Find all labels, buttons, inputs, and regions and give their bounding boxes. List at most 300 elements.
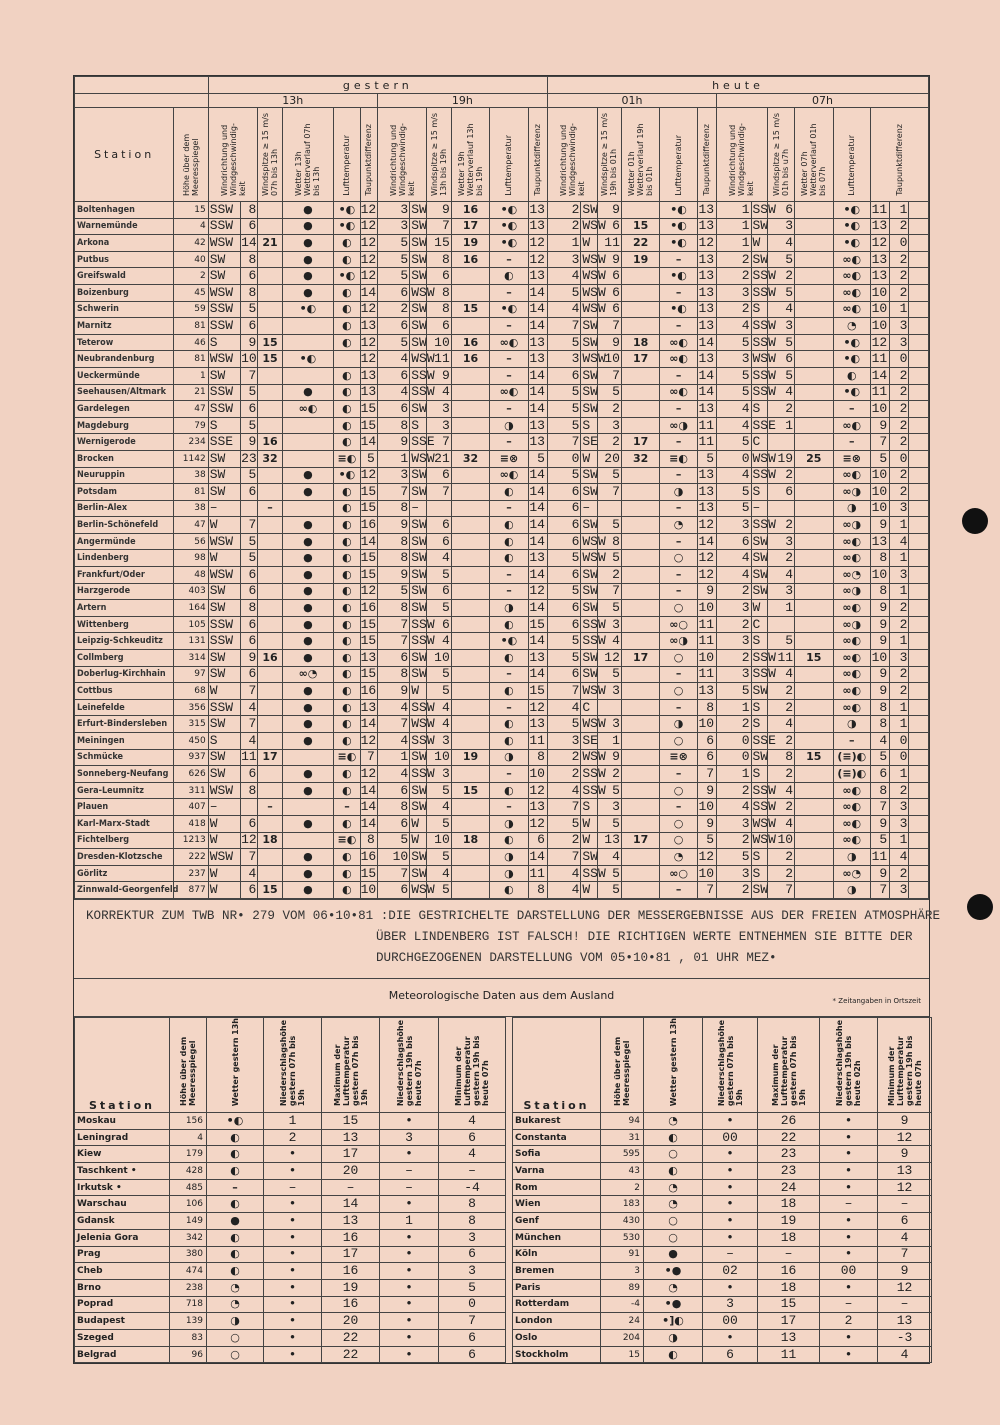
cell-21 (795, 733, 833, 750)
cell-16: ∞◑ (660, 633, 697, 650)
cell-19: SSW (752, 268, 776, 284)
cell-10: ◑ (490, 749, 528, 766)
cell-20: 10 (767, 832, 794, 849)
cell-16: – (660, 567, 697, 584)
cell-12: 5 (547, 384, 580, 401)
cell-0: SW (208, 600, 240, 617)
cell-16: ○ (660, 683, 697, 700)
ausland-weather: ○ (644, 1146, 703, 1163)
col-header-cols19-0 (377, 108, 427, 202)
cell-9 (451, 666, 489, 683)
station-altitude: 222 (174, 849, 208, 866)
cell-13: WSW (582, 218, 606, 234)
table-gap (506, 1017, 513, 1112)
cell-21 (795, 467, 833, 484)
cell-10: – (490, 567, 528, 584)
ausland-altitude: 94 (601, 1113, 644, 1130)
cell-1: 5 (241, 384, 258, 401)
ausland-precip-day: • (264, 1296, 322, 1313)
cell-10: ◐ (490, 533, 528, 550)
cell-3 (282, 367, 334, 384)
cell-18: 1 (717, 202, 751, 219)
cell-4: ◐ (334, 318, 360, 335)
cell-5: 13 (360, 384, 377, 400)
ausland-row (75, 1113, 932, 1130)
ausland-precip-day: 2 (264, 1129, 322, 1146)
cell-7: SW (411, 268, 427, 284)
cell-2: 16 (258, 650, 282, 667)
ausland-station-header-left: Station (75, 1017, 170, 1112)
station-name: Magdeburg (75, 417, 174, 434)
cell-9 (451, 318, 489, 335)
cell-5: 15 (360, 500, 377, 516)
cell-7: W (410, 832, 427, 849)
ausland-altitude: 179 (170, 1146, 207, 1163)
station-row (75, 766, 929, 783)
cell-17: 11 (697, 417, 716, 434)
ausland-max-temp: 23 (758, 1146, 820, 1163)
cell-7: SW (411, 649, 427, 665)
cell-2 (258, 367, 282, 384)
station-altitude: 21 (174, 384, 208, 401)
cell-22: ◑ (833, 849, 870, 866)
cell-0: SW (208, 450, 240, 467)
ausland-precip-night: – (820, 1296, 878, 1313)
cell-14: 5 (597, 550, 621, 567)
cell-5: 15 (360, 666, 377, 682)
ausland-precip-night: – (380, 1163, 439, 1180)
table-gap (506, 1296, 513, 1313)
cell-18: 4 (717, 567, 751, 584)
station-altitude: 98 (174, 550, 208, 567)
cell-4: ◐ (334, 782, 360, 799)
cell-17: 13 (697, 218, 716, 235)
ausland-weather: ◔ (644, 1179, 703, 1196)
cell-12: 7 (547, 849, 580, 866)
spacer-cell (909, 301, 929, 318)
cell-12: 2 (547, 832, 580, 849)
ortszeit-note: * Zeitangaben in Ortszeit (832, 996, 921, 1005)
table-gap (506, 1279, 513, 1296)
cell-2 (258, 766, 282, 783)
cell-23: 8 (871, 716, 890, 733)
cell-13: WSW (582, 533, 606, 549)
station-row (75, 367, 929, 384)
cell-21 (795, 567, 833, 584)
cell-7: SW (411, 848, 427, 864)
cell-23: 10 (871, 401, 890, 418)
station-name: Seehausen/Altmark (75, 384, 174, 401)
ausland-precip-day: • (703, 1179, 758, 1196)
cell-9 (451, 699, 489, 716)
spacer-cell (909, 434, 929, 451)
cell-19: SW (752, 882, 769, 898)
station-row (75, 284, 929, 301)
cell-7: SW (411, 334, 427, 350)
cell-7: SW (411, 782, 427, 798)
cell-4: ◐ (334, 650, 360, 667)
station-altitude: 164 (174, 600, 208, 617)
col-header-label: Wetter 07h Wetterverlauf 01h bis 07h (800, 123, 828, 196)
cell-13: W (581, 235, 597, 252)
cell-9 (451, 799, 489, 816)
cell-0: WSW (208, 849, 240, 866)
cell-0: W (208, 832, 240, 849)
cell-23: 8 (871, 583, 890, 600)
cell-12: 7 (547, 799, 580, 816)
cell-0: SW (208, 484, 240, 501)
cell-9 (451, 467, 489, 484)
station-name: Teterow (75, 334, 174, 351)
cell-24: 2 (890, 467, 909, 484)
cell-10: ◐ (490, 550, 528, 567)
cell-23: 9 (871, 633, 890, 650)
cell-10: ◐ (490, 832, 528, 849)
gestern-header: gestern (208, 77, 547, 94)
cell-8: 6 (427, 467, 451, 484)
cell-18: 2 (717, 782, 751, 799)
cell-10: ◐ (490, 733, 528, 750)
cell-9 (451, 384, 489, 401)
ausland-precip-night: • (380, 1263, 439, 1280)
cell-21: 25 (795, 450, 833, 467)
cell-7: SW (411, 201, 427, 217)
cell-9 (451, 683, 489, 700)
station-name: Lindenberg (75, 550, 174, 567)
cell-7: SW (411, 301, 427, 317)
cell-20: 19 (767, 450, 794, 467)
ausland-precip-night: – (820, 1196, 878, 1213)
cell-14: 12 (597, 650, 621, 667)
cell-7: SSW (411, 384, 435, 400)
cell-20: 4 (767, 384, 794, 401)
ausland-weather: ◐ (207, 1263, 264, 1280)
cell-13: SW (582, 367, 598, 383)
domestic-weather-table (74, 76, 929, 899)
cell-23: 11 (871, 849, 890, 866)
cell-11: 14 (528, 484, 547, 501)
cell-0: SSE (208, 434, 240, 451)
cell-17: 13 (697, 484, 716, 501)
ausland-precip-day: • (264, 1313, 322, 1330)
cell-21: 15 (795, 650, 833, 667)
cell-4: ◐ (334, 367, 360, 384)
cell-15 (621, 567, 659, 584)
cell-21 (795, 500, 833, 517)
cell-20: 2 (767, 849, 794, 866)
cell-17: 13 (697, 268, 716, 285)
col-header-label: Lufttemperatur (342, 135, 352, 196)
cell-17: 13 (697, 351, 716, 368)
cell-3: ● (282, 815, 334, 832)
cell-0: WSW (208, 533, 240, 550)
cell-3: ∞◐ (282, 401, 334, 418)
cell-22: ∞◐ (833, 799, 870, 816)
cell-8: 6 (427, 517, 451, 534)
cell-18: 4 (717, 799, 751, 816)
cell-19: S (751, 484, 767, 501)
cell-13: W (581, 832, 597, 849)
cell-19: S (751, 633, 767, 650)
cell-4: ≡◐ (334, 832, 360, 849)
cell-18: 3 (717, 284, 751, 301)
spacer-cell (909, 550, 929, 567)
ausland-max-temp: 18 (758, 1229, 820, 1246)
cell-23: 7 (871, 434, 890, 451)
cell-3 (282, 434, 334, 451)
cell-23: 9 (871, 616, 890, 633)
cell-5: 12 (360, 732, 377, 748)
ausland-altitude: 238 (170, 1279, 207, 1296)
cell-3: ● (282, 616, 334, 633)
cell-9 (451, 367, 489, 384)
station-row (75, 301, 929, 318)
ausland-station-name: Jelenia Gora (75, 1229, 170, 1246)
cell-14: 3 (597, 616, 621, 633)
cell-9 (451, 500, 489, 517)
cell-17: 13 (697, 401, 716, 418)
station-name: Neuruppin (75, 467, 174, 484)
cell-20: 11 (767, 650, 794, 667)
ausland-altitude: 474 (170, 1263, 207, 1280)
cell-24: 0 (890, 450, 909, 467)
cell-17: 7 (697, 766, 716, 783)
cell-22: ∞◐ (833, 633, 870, 650)
station-row (75, 849, 929, 866)
cell-5: 14 (360, 815, 377, 831)
station-altitude: 403 (174, 583, 208, 600)
cell-4: ◐ (334, 849, 360, 866)
station-name: Neubrandenburg (75, 351, 174, 368)
cell-17: 12 (697, 550, 716, 567)
col-header-label: Windrichtung und Windgeschwindig-keit (558, 123, 586, 196)
cell-22: (≡)◐ (833, 749, 870, 766)
cell-0: – (208, 799, 240, 816)
cell-8: 5 (427, 782, 451, 799)
cell-1: 8 (241, 284, 258, 301)
cell-8: 5 (427, 567, 451, 584)
station-name: Berlin-Schönefeld (75, 517, 174, 534)
cell-11: 13 (528, 550, 547, 567)
ausland-row (75, 1313, 932, 1330)
cell-23: 11 (871, 351, 890, 368)
cell-24: 1 (890, 716, 909, 733)
cell-10: – (490, 699, 528, 716)
cell-12: 2 (547, 218, 580, 235)
cell-6: 9 (377, 517, 409, 534)
cell-18: 4 (717, 401, 751, 418)
cell-12: 7 (547, 434, 580, 451)
cell-23: 12 (871, 235, 890, 252)
cell-2 (258, 384, 282, 401)
station-row (75, 666, 929, 683)
ausland-station-name: München (513, 1229, 601, 1246)
ausland-col-right-3 (758, 1017, 820, 1112)
station-altitude: 48 (174, 567, 208, 584)
ausland-precip-day: • (264, 1346, 322, 1363)
cell-13: SW (582, 400, 598, 416)
cell-19: C (751, 616, 767, 633)
cell-20: 1 (767, 600, 794, 617)
cell-17: 12 (697, 517, 716, 534)
station-row (75, 616, 929, 633)
cell-0: W (208, 517, 240, 534)
cell-8: 5 (427, 815, 451, 832)
cell-8: 11 (427, 351, 451, 368)
cell-7: SSE (411, 434, 435, 450)
cell-15 (621, 782, 659, 799)
cell-15 (621, 766, 659, 783)
cell-7: SW (411, 483, 427, 499)
ausland-precip-day: • (264, 1329, 322, 1346)
cell-3: ● (282, 235, 334, 252)
cell-13: SW (582, 334, 598, 350)
cell-2: – (258, 799, 282, 816)
cell-11: 13 (528, 650, 547, 667)
cell-15 (621, 202, 659, 219)
cell-8: 4 (427, 699, 451, 716)
ausland-precip-day: 00 (703, 1313, 758, 1330)
ausland-precip-night: • (380, 1196, 439, 1213)
cell-21 (795, 401, 833, 418)
cell-23: 8 (871, 699, 890, 716)
cell-7: SW (411, 317, 427, 333)
cell-11: 12 (528, 699, 547, 716)
cell-7: SSW (411, 367, 435, 383)
cell-12: 6 (547, 616, 580, 633)
cell-20: 4 (767, 716, 794, 733)
col-header-cols01-2 (621, 108, 659, 202)
cell-12: 7 (547, 683, 580, 700)
ausland-station-name: Warschau (75, 1196, 170, 1213)
cell-8: 3 (427, 766, 451, 783)
ausland-row (75, 1279, 932, 1296)
cell-6: 3 (377, 202, 409, 219)
cell-13: SW (582, 848, 598, 864)
cell-15 (621, 384, 659, 401)
spacer-cell (909, 699, 929, 716)
cell-8: 5 (427, 849, 451, 866)
station-altitude: 15 (174, 202, 208, 219)
ausland-precip-night: • (380, 1296, 439, 1313)
cell-15 (621, 749, 659, 766)
station-row (75, 683, 929, 700)
cell-22: ∞◐ (833, 683, 870, 700)
cell-9: 18 (451, 832, 489, 849)
cell-22: ∞◐ (833, 301, 870, 318)
cell-3: •◐ (282, 351, 334, 368)
station-row (75, 517, 929, 534)
ausland-max-temp: 14 (322, 1196, 380, 1213)
station-altitude: 626 (174, 766, 208, 783)
cell-17: 13 (697, 500, 716, 517)
cell-1: 5 (241, 550, 258, 567)
ausland-min-temp: 7 (439, 1313, 506, 1330)
cell-22: ∞◐ (833, 550, 870, 567)
note-line-3: DURCHGEZOGENEN DARSTELLUNG VOM 05•10•81 , 01 UHR MEZ• (376, 950, 777, 965)
ausland-col-left-1 (207, 1017, 264, 1112)
cell-17: 9 (697, 815, 716, 832)
cell-2 (258, 401, 282, 418)
cell-5: 8 (360, 832, 377, 849)
cell-17: 9 (697, 583, 716, 600)
cell-17: 11 (697, 666, 716, 683)
cell-18: 3 (717, 865, 751, 882)
cell-3: ● (282, 202, 334, 219)
cell-24: 2 (890, 284, 909, 301)
spacer-cell (909, 782, 929, 799)
cell-14: 9 (597, 749, 621, 766)
cell-21 (795, 882, 833, 899)
cell-6: 5 (377, 251, 409, 268)
cell-13: WSW (582, 251, 606, 267)
cell-17: 12 (697, 567, 716, 584)
cell-16: – (660, 401, 697, 418)
ausland-col-label: Niederschlagshöhe gestern 19h bis heute 02h (835, 1019, 862, 1107)
cell-11: 6 (528, 832, 547, 849)
station-row (75, 401, 929, 418)
cell-15 (621, 318, 659, 335)
station-altitude: 315 (174, 716, 208, 733)
spacer-cell (909, 616, 929, 633)
cell-10: ≡⊗ (490, 450, 528, 467)
ausland-precip-night: • (820, 1113, 878, 1130)
cell-13: SW (582, 666, 598, 682)
cell-2 (258, 683, 282, 700)
cell-3: ● (282, 865, 334, 882)
station-row (75, 865, 929, 882)
cell-4: ◐ (334, 235, 360, 252)
cell-11: 14 (528, 633, 547, 650)
cell-10: ◑ (490, 600, 528, 617)
cell-1: 7 (241, 683, 258, 700)
ausland-max-temp: 24 (758, 1179, 820, 1196)
col-header-cols07-2 (795, 108, 833, 202)
cell-1: 5 (241, 417, 258, 434)
station-row (75, 567, 929, 584)
cell-4: •◐ (334, 268, 360, 285)
station-altitude: 46 (174, 334, 208, 351)
cell-19: S (751, 766, 767, 783)
spacer-cell (909, 815, 929, 832)
cell-18: 3 (717, 600, 751, 617)
cell-19: SW (752, 583, 769, 599)
cell-0: WSW (208, 284, 240, 301)
cell-4: ◐ (334, 616, 360, 633)
spacer-cell (909, 849, 929, 866)
cell-20: 3 (767, 318, 794, 335)
cell-16: – (660, 666, 697, 683)
ausland-col-right-4 (820, 1017, 878, 1112)
cell-19: SSW (752, 649, 776, 665)
cell-14: 8 (597, 533, 621, 550)
spacer-cell (909, 583, 929, 600)
cell-24: 0 (890, 235, 909, 252)
cell-0: W (208, 865, 240, 882)
cell-6: 8 (377, 600, 409, 617)
ausland-max-temp: 17 (322, 1146, 380, 1163)
cell-6: 5 (377, 268, 409, 285)
cell-11: 8 (528, 749, 547, 766)
cell-3: ● (282, 533, 334, 550)
station-name: Ueckermünde (75, 367, 174, 384)
cell-7: SW (411, 400, 427, 416)
cell-6: 7 (377, 484, 409, 501)
cell-10: ◑ (490, 849, 528, 866)
ausland-max-temp: 17 (322, 1246, 380, 1263)
cell-24: 3 (890, 799, 909, 816)
cell-23: 7 (871, 799, 890, 816)
